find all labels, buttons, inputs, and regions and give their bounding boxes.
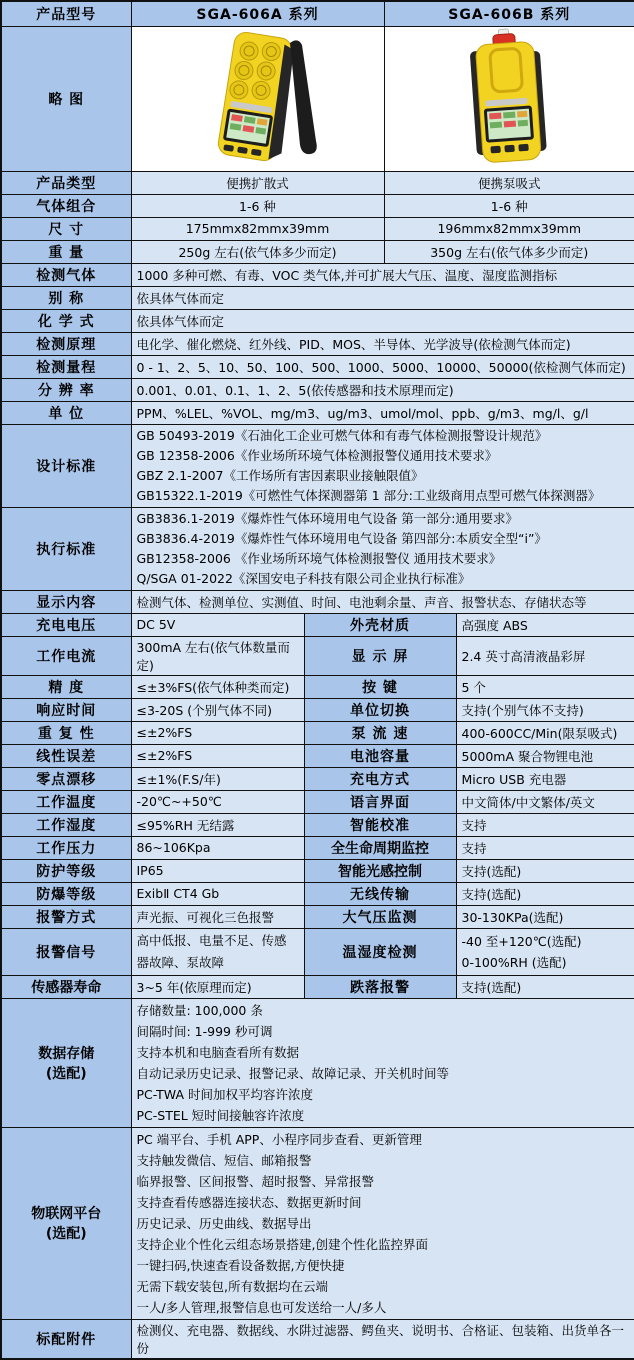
label-line: (选配) [45,1226,87,1242]
spec-value: 3~5 年(依原理而定) [131,975,304,998]
spec-label: 全生命周期监控 [304,836,456,859]
spec-value: 高强度 ABS [456,613,634,636]
value-b: 350g 左右(依气体多少而定) [384,240,634,263]
iot-feature-list [131,1127,634,1319]
row-detect-principle [1,332,634,355]
label-line: 数据存储 [38,1045,95,1062]
device-b-image [399,27,619,167]
spec-label: 大气压监测 [304,905,456,928]
label-line: 物联网平台 [31,1206,102,1222]
row-accessories [1,1319,634,1359]
spec-label: 无线传输 [304,882,456,905]
row-label: 设计标准 [1,424,131,507]
row-label: 检测气体 [1,263,131,286]
spec-label: 防护等级 [1,859,131,882]
spec-label: 零点漂移 [1,767,131,790]
device-a-image [148,27,368,167]
device-b-image-cell [384,26,634,171]
row-alarm-signal [1,928,634,975]
feature-line: 一键扫码,快速查看设备数据,方便快捷 [136,1257,345,1273]
row-detect-gas [1,263,634,286]
standard-line: Q/SGA 01-2022《深国安电子科技有限公司企业执行标准》 [136,570,471,586]
row-label [1,998,131,1127]
row-label: 重 量 [1,240,131,263]
antenna [290,40,317,154]
spec-row [1,882,634,905]
row-resolution [1,378,634,401]
spec-label: 充电方式 [304,767,456,790]
spec-value: ExibⅡ CT4 Gb [131,882,304,905]
row-data-storage [1,998,634,1127]
feature-line: 支持本机和电脑查看所有数据 [136,1044,300,1060]
row-label: 化 学 式 [1,309,131,332]
row-value: 检测气体、检测单位、实测值、时间、电池剩余量、声音、报警状态、存储状态等 [131,590,634,613]
row-label: 气体组合 [1,194,131,217]
device-a-image-cell [131,26,384,171]
spec-value: 高中低报、电量不足、传感器故障、泵故障 [131,928,304,975]
value-a: 250g 左右(依气体多少而定) [131,240,384,263]
spec-value: DC 5V [131,613,304,636]
row-label [1,1127,131,1319]
spec-label: 防爆等级 [1,882,131,905]
spec-row [1,859,634,882]
spec-label: 工作温度 [1,790,131,813]
spec-value: 400-600CC/Min(限泵吸式) [456,721,634,744]
value-b: 便携泵吸式 [384,171,634,194]
row-label: 分 辨 率 [1,378,131,401]
spec-value: 86~106Kpa [131,836,304,859]
spec-label: 温湿度检测 [304,928,456,975]
spec-label: 报警方式 [1,905,131,928]
feature-line: 一人/多人管理,报警信息也可发送给一人/多人 [136,1299,387,1315]
label-line: (选配) [45,1065,87,1082]
spec-label: 语言界面 [304,790,456,813]
row-value: 依具体气体而定 [131,286,634,309]
row-units [1,401,634,424]
spec-row [1,613,634,636]
spec-value: 300mA 左右(依气体数量而定) [131,636,304,675]
standard-line: GB15322.1-2019《可燃性气体探测器第 1 部分:工业级商用点型可燃气体探测器》 [136,487,601,503]
standard-line: GB12358-2006 《作业场所环境气体检测报警仪 通用技术要求》 [136,550,502,566]
sketch-row [1,26,634,171]
row-gas-combination [1,194,634,217]
spec-label: 按 键 [304,675,456,698]
row-label: 执行标准 [1,507,131,590]
spec-label: 传感器寿命 [1,975,131,998]
spec-label: 精 度 [1,675,131,698]
spec-value: 支持(选配) [456,882,634,905]
standard-line: GB3836.4-2019《爆炸性气体环境用电气设备 第四部分:本质安全型“i”》 [136,530,547,546]
row-value: PPM、%LEL、%VOL、mg/m3、ug/m3、umol/mol、ppb、g/m3、mg/l、g/l [131,401,634,424]
spec-label: 充电电压 [1,613,131,636]
spec-label: 外壳材质 [304,613,456,636]
spec-label: 单位切换 [304,698,456,721]
row-value: 依具体气体而定 [131,309,634,332]
spec-value: ≤±2%FS [131,721,304,744]
product-model-label: 产品型号 [1,1,131,26]
spec-row [1,721,634,744]
spec-label: 工作湿度 [1,813,131,836]
row-value: 0 - 1、2、5、10、50、100、500、1000、5000、10000、50000(依检测气体而定) [131,355,634,378]
spec-value: 支持(选配) [456,975,634,998]
spec-value: ≤3-20S (个别气体不同) [131,698,304,721]
row-exec-standards [1,507,634,590]
spec-label: 智能光感控制 [304,859,456,882]
row-value: 1000 多种可燃、有毒、VOC 类气体,并可扩展大气压、温度、湿度监测指标 [131,263,634,286]
feature-line: 支持查看传感器连接状态、数据更新时间 [136,1194,362,1210]
value-a: 175mmx82mmx39mm [131,217,384,240]
value-b: 196mmx82mmx39mm [384,217,634,240]
row-detect-range [1,355,634,378]
spec-row [1,698,634,721]
value-a: 1-6 种 [131,194,384,217]
row-label: 标配附件 [1,1319,131,1359]
standard-line: GB3836.1-2019《爆炸性气体环境用电气设备 第一部分:通用要求》 [136,510,519,526]
row-value: 电化学、催化燃烧、红外线、PID、MOS、半导体、光学波导(依检测气体而定) [131,332,634,355]
spec-value: 5 个 [456,675,634,698]
spec-label: 跌落报警 [304,975,456,998]
spec-value: 5000mA 聚合物锂电池 [456,744,634,767]
feature-line: 自动记录历史记录、报警记录、故障记录、开关机时间等 [136,1065,450,1081]
spec-value: 支持(个别气体不支持) [456,698,634,721]
row-value: 检测仪、充电器、数据线、水阱过滤器、鳄鱼夹、说明书、合格证、包装箱、出货单各一份 [131,1319,634,1359]
feature-line: PC-TWA 时间加权平均容许浓度 [136,1086,313,1102]
spec-value: Micro USB 充电器 [456,767,634,790]
spec-row [1,767,634,790]
spec-value: 30-130KPa(选配) [456,905,634,928]
row-label: 尺 寸 [1,217,131,240]
spec-value: 声光振、可视化三色报警 [131,905,304,928]
header-row [1,1,634,26]
standard-line: GB 50493-2019《石油化工企业可燃气体和有毒气体检测报警设计规范》 [136,427,548,443]
spec-label: 线性误差 [1,744,131,767]
row-chemical-formula [1,309,634,332]
spec-row [1,636,634,675]
row-label: 检测量程 [1,355,131,378]
spec-label: 响应时间 [1,698,131,721]
spec-value: 支持 [456,836,634,859]
row-dimensions [1,217,634,240]
design-standards-list [131,424,634,507]
spec-value: IP65 [131,859,304,882]
feature-line: PC 端平台、手机 APP、小程序同步查看、更新管理 [136,1131,422,1147]
value-a: 便携扩散式 [131,171,384,194]
spec-label: 重 复 性 [1,721,131,744]
feature-line: 存储数量: 100,000 条 [136,1002,263,1018]
row-sensor-life [1,975,634,998]
row-iot-platform [1,1127,634,1319]
spec-label: 泵 流 速 [304,721,456,744]
spec-row [1,905,634,928]
spec-row [1,836,634,859]
row-label: 显示内容 [1,590,131,613]
spec-label: 电池容量 [304,744,456,767]
spec-value: 中文简体/中文繁体/英文 [456,790,634,813]
feature-line: 无需下载安装包,所有数据均在云端 [136,1278,328,1294]
row-product-type [1,171,634,194]
row-weight [1,240,634,263]
spec-row [1,744,634,767]
spec-value: ≤±1%(F.S/年) [131,767,304,790]
storage-feature-list [131,998,634,1127]
spec-value: -20℃~+50℃ [131,790,304,813]
standard-line: GBZ 2.1-2007《工作场所有害因素职业接触限值》 [136,467,424,483]
spec-label: 报警信号 [1,928,131,975]
spec-value: 支持 [456,813,634,836]
spec-value: ≤±3%FS(依气体种类而定) [131,675,304,698]
series-b-header: SGA-606B 系列 [384,1,634,26]
row-label: 单 位 [1,401,131,424]
exec-standards-list [131,507,634,590]
feature-line: 支持触发微信、短信、邮箱报警 [136,1152,312,1168]
feature-line: PC-STEL 短时间接触容许浓度 [136,1107,305,1123]
feature-line: 历史记录、历史曲线、数据导出 [136,1215,312,1231]
row-label: 别 称 [1,286,131,309]
spec-label: 显 示 屏 [304,636,456,675]
series-a-header: SGA-606A 系列 [131,1,384,26]
spec-row [1,675,634,698]
temp-humidity-value [456,928,634,975]
spec-value: 支持(选配) [456,859,634,882]
spec-label: 工作电流 [1,636,131,675]
row-alias [1,286,634,309]
row-label: 产品类型 [1,171,131,194]
spec-value: ≤95%RH 无结露 [131,813,304,836]
feature-line: 间隔时间: 1-999 秒可调 [136,1023,273,1039]
row-label: 检测原理 [1,332,131,355]
spec-row [1,790,634,813]
feature-line: 临界报警、区间报警、超时报警、异常报警 [136,1173,375,1189]
spec-value: 2.4 英寸高清液晶彩屏 [456,636,634,675]
spec-label: 工作压力 [1,836,131,859]
row-design-standards [1,424,634,507]
value-line: -40 至+120℃(选配) [461,933,582,949]
value-b: 1-6 种 [384,194,634,217]
spec-row [1,813,634,836]
sketch-label: 略 图 [1,26,131,171]
row-value: 0.001、0.01、0.1、1、2、5(依传感器和技术原理而定) [131,378,634,401]
spec-value: ≤±2%FS [131,744,304,767]
spec-label: 智能校准 [304,813,456,836]
feature-line: 支持企业个性化云组态场景搭建,创建个性化监控界面 [136,1236,428,1252]
row-display-content [1,590,634,613]
value-line: 0-100%RH (选配) [461,954,567,970]
standard-line: GB 12358-2006《作业场所环境气体检测报警仪通用技术要求》 [136,447,498,463]
